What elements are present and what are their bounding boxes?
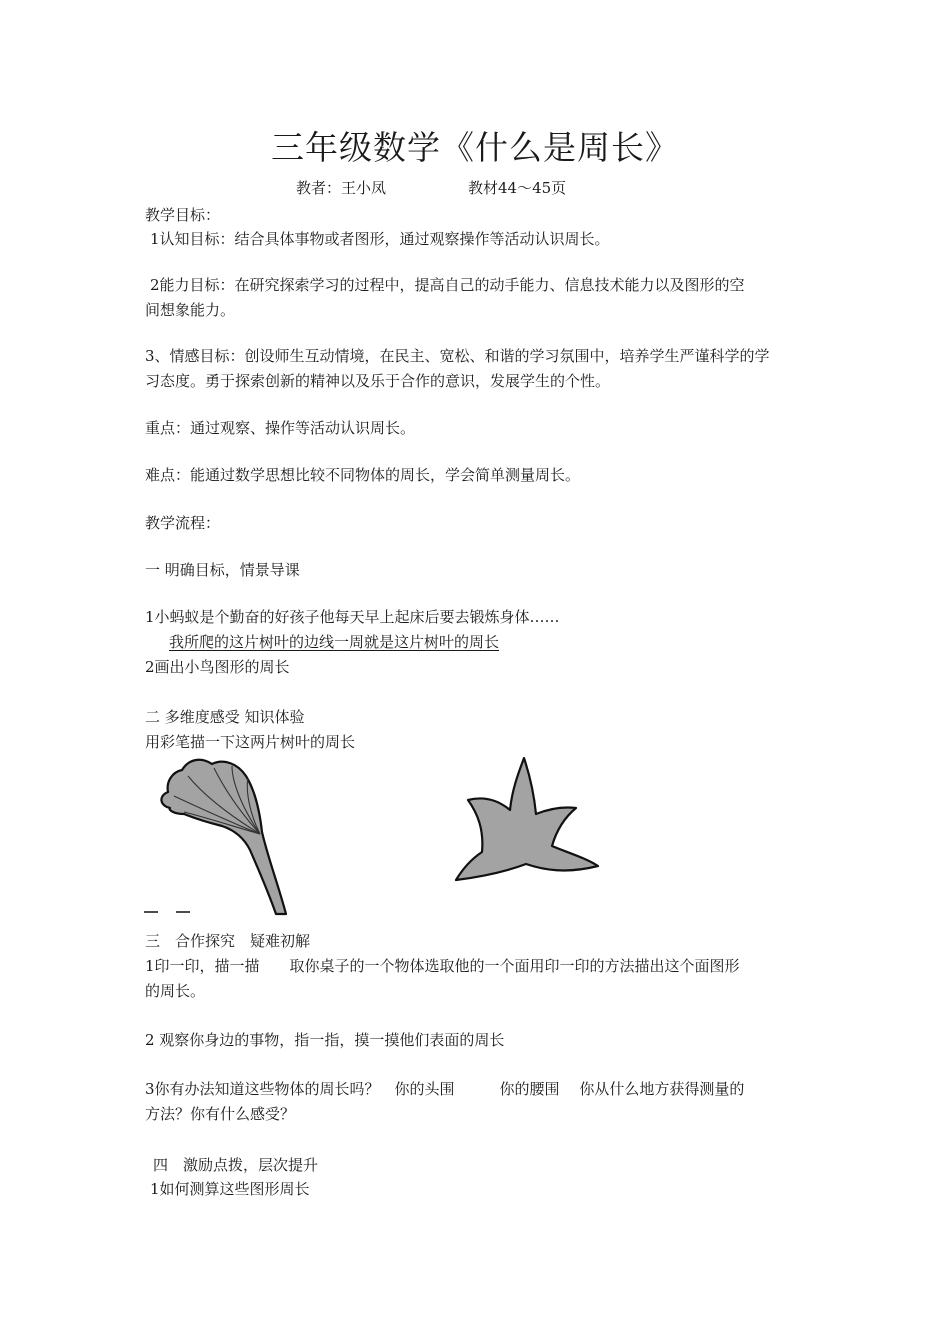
section-1-item-2: 2画出小鸟图形的周长 — [145, 658, 290, 676]
textbook-pages: 教材44～45页 — [468, 179, 567, 197]
section-4-item-1: 1如何测算这些图形周长 — [150, 1180, 310, 1198]
page-title: 三年级数学《什么是周长》 — [271, 128, 679, 167]
section-1-quote: 我所爬的这片树叶的边线一周就是这片树叶的周长 — [169, 633, 500, 651]
teacher-label: 教者：王小凤 — [296, 179, 387, 197]
flow-heading: 教学流程： — [145, 514, 221, 532]
section-3-item-2: 2 观察你身边的事物，指一指，摸一摸他们表面的周长 — [145, 1031, 505, 1049]
goals-heading: 教学目标： — [145, 206, 221, 224]
maple-leaf-image — [448, 752, 608, 892]
section-1-item-1: 1小蚂蚁是个勤奋的好孩子他每天早上起床后要去锻炼身体…… — [145, 608, 560, 626]
goal-ability-line1: 2能力目标：在研究探索学习的过程中，提高自己的动手能力、信息技术能力以及图形的空 — [150, 276, 745, 294]
goal-emotion-line1: 3、情感目标：创设师生互动情境，在民主、宽松、和谐的学习氛围中，培养学生严谨科学的学 — [145, 347, 770, 365]
goal-emotion-line2: 习态度。勇于探索创新的精神以及乐于合作的意识，发展学生的个性。 — [145, 372, 611, 390]
section-3-heading: 三 合作探究 疑难初解 — [145, 932, 311, 950]
goal-cognitive: 1认知目标：结合具体事物或者图形，通过观察操作等活动认识周长。 — [150, 230, 610, 248]
section-2-heading: 二 多维度感受 知识体验 — [145, 708, 305, 726]
section-4-heading: 四 激励点拨，层次提升 — [153, 1156, 319, 1174]
ginkgo-leaf-shape — [161, 760, 286, 914]
difficulty: 难点：能通过数学思想比较不同物体的周长，学会简单测量周长。 — [145, 466, 581, 484]
section-2-text: 用彩笔描一下这两片树叶的周长 — [145, 733, 356, 751]
key-point: 重点：通过观察、操作等活动认识周长。 — [145, 419, 416, 437]
section-3-item-1-line2: 的周长。 — [145, 982, 206, 1000]
section-3-item-3-line2: 方法？你有什么感受？ — [145, 1105, 296, 1123]
ginkgo-leaf-image — [140, 752, 310, 917]
section-3-item-1-line1: 1印一印，描一描 取你桌子的一个物体选取他的一个面用印一印的方法描出这个面图形 — [145, 957, 740, 975]
goal-ability-line2: 间想象能力。 — [145, 301, 236, 319]
maple-leaf-shape — [456, 758, 598, 880]
section-1-heading: 一 明确目标，情景导课 — [145, 561, 300, 579]
section-3-item-3-line1: 3你有办法知道这些物体的周长吗？ 你的头围 你的腰围 你从什么地方获得测量的 — [145, 1080, 745, 1098]
